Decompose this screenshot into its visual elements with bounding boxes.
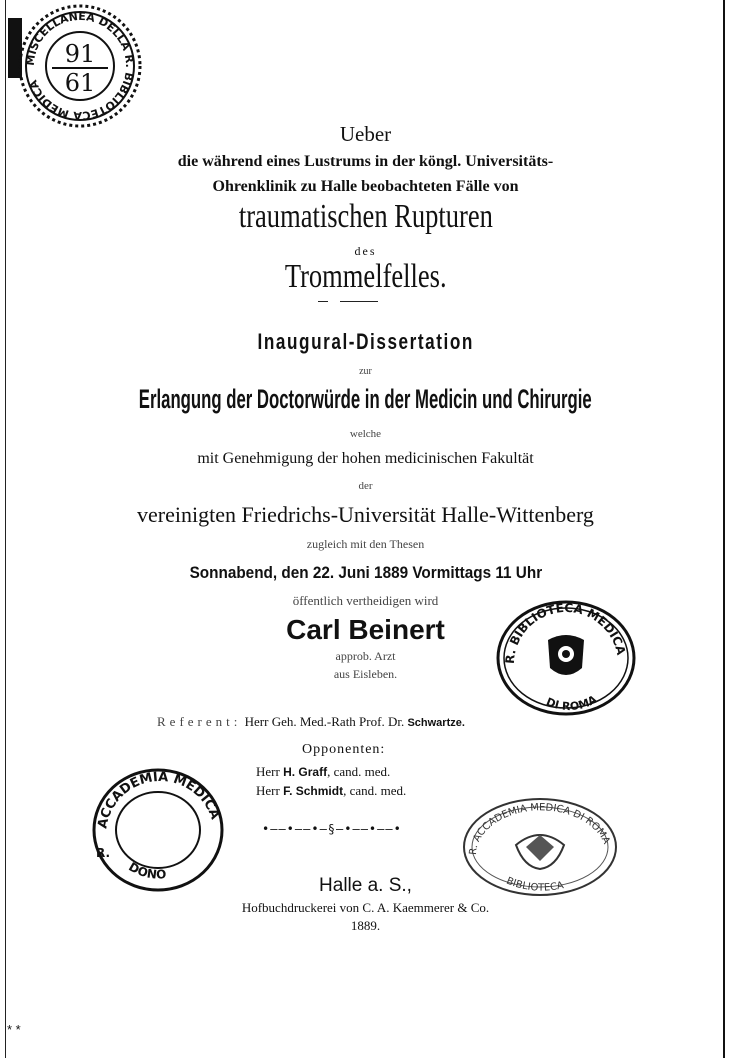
dissertation-heading-text: Inaugural-Dissertation	[257, 329, 474, 354]
author-origin: aus Eisleben.	[333, 667, 398, 681]
text-zur: zur	[359, 366, 372, 377]
faculty-line: mit Genehmigung der hohen medicinischen Fakultät	[197, 450, 534, 467]
referent-text: Herr Geh. Med.-Rath Prof. Dr.	[244, 714, 405, 729]
imprint-place: Halle a. S.,	[319, 875, 412, 896]
defense-date	[0, 563, 731, 583]
title-main-2	[0, 258, 731, 296]
title-ueber: Ueber	[339, 122, 392, 146]
opponent-1	[256, 764, 390, 780]
title-line-2: die während eines Lustrums in der köngl. Universitäts-	[177, 153, 554, 170]
stamp-number-bottom: 61	[64, 69, 96, 97]
imprint-year: 1889.	[350, 918, 381, 933]
opponent-2-suffix: , cand. med.	[343, 783, 407, 798]
svg-text:MISCELLANEA DELLA R. BIBLIOTEC: MISCELLANEA DELLA R. BIBLIOTECA MEDICA	[23, 9, 137, 123]
opponent-1-prefix: Herr	[256, 764, 280, 779]
author-title: approb. Arzt	[335, 649, 396, 663]
author-name: Carl Beinert	[286, 614, 445, 645]
margin-mark: * *	[7, 1022, 21, 1037]
eagle-emblem-icon	[516, 835, 564, 869]
text-der: der	[358, 480, 373, 492]
opponents-heading: Opponenten:	[302, 742, 386, 757]
degree-purpose	[0, 384, 731, 415]
referent-name: Schwartze.	[407, 717, 465, 729]
opponent-2-name: F. Schmidt	[283, 784, 344, 798]
opponent-1-suffix: , cand. med.	[327, 764, 391, 779]
svg-text:DI ROMA: DI ROMA	[544, 692, 600, 714]
divider-long	[340, 301, 378, 302]
defense-date-text: Sonnabend, den 22. Juni 1889 Vormittags 11 Uhr	[189, 563, 542, 582]
title-line-3: Ohrenklinik zu Halle beobachteten Fälle von	[212, 178, 519, 195]
library-stamp-top-left	[6, 0, 156, 130]
imprint-printer: Hofbuchdruckerei von C. A. Kaemmerer & Co.	[241, 900, 490, 915]
svg-text:R. BIBLIOTECA MEDICA: R. BIBLIOTECA MEDICA	[502, 600, 629, 665]
text-welche: welche	[349, 428, 382, 440]
opponent-2-prefix: Herr	[256, 783, 280, 798]
svg-text:ACCADEMIA MEDICA: ACCADEMIA MEDICA	[95, 769, 223, 830]
title-des: des	[354, 244, 377, 258]
title-main-1	[0, 198, 731, 236]
ornament-divider: •——•——•—§—•——•——•	[262, 822, 402, 836]
referent-line	[157, 714, 465, 730]
opponent-1-name: H. Graff	[283, 765, 328, 779]
dissertation-heading	[0, 329, 731, 355]
title-main-2-text: Trommelfelles.	[284, 258, 447, 295]
degree-purpose-text: Erlangung der Doctorwürde in der Medicin und Chirurgie	[139, 384, 592, 414]
theses-line: zugleich mit den Thesen	[306, 537, 425, 551]
title-main-1-text: traumatischen Rupturen	[238, 198, 493, 235]
referent-label: Referent:	[157, 714, 242, 729]
stamp-r-letter: R.	[96, 846, 111, 860]
svg-text:R. ACCADEMIA MEDICA DI ROMA: R. ACCADEMIA MEDICA DI ROMA	[467, 802, 612, 856]
svg-text:BIBLIOTECA: BIBLIOTECA	[504, 875, 565, 894]
opponent-2	[256, 783, 406, 799]
library-stamp-right	[490, 598, 640, 716]
university-line: vereinigten Friedrichs-Universität Halle-Wittenberg	[137, 502, 594, 527]
stamp-number-top: 91	[64, 40, 96, 68]
defend-line: öffentlich vertheidigen wird	[292, 593, 439, 608]
svg-text:DONO: DONO	[126, 859, 167, 882]
divider-short	[318, 301, 328, 302]
coat-of-arms-icon	[548, 635, 584, 675]
